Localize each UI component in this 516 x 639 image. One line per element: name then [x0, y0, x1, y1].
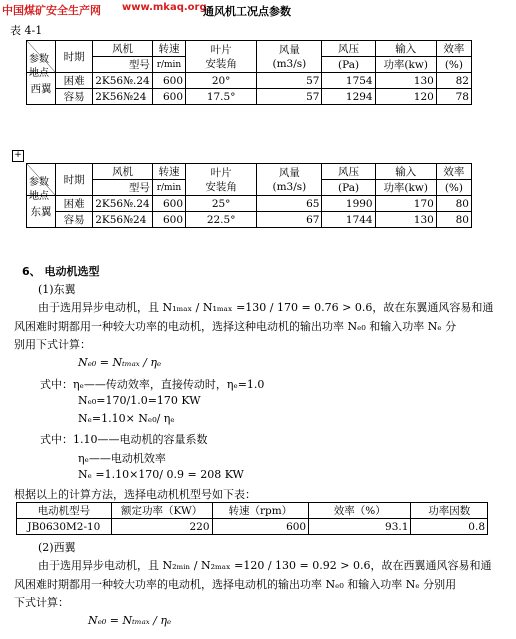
section-heading: 6、 电动机选型 — [22, 265, 100, 278]
table-row: 容易 2K56№24 600 22.5° 67 1744 130 80 — [27, 212, 472, 228]
where-1b: Nₑ₀=170/1.0=170 KW — [78, 394, 201, 407]
page-title: 通风机工况点参数 — [203, 5, 291, 18]
east-para-line2: 风困难时期都用一种较大功率的电动机，选择这种电动机的输出功率 Nₑ₀ 和输入功率 Nₑ 分 — [14, 320, 457, 333]
table-corner-cell: 参数 地点 — [27, 41, 56, 73]
parameters-table-east: 参数 地点 时期 风机 转速 叶片 安装角 风量 (m3/s) 风压 输入 效率 型号 r/min (Pa) 功率(kw) (%) 东翼 困难 2K56№.24 600 25° 65 1990 170 80 容易 2K56№24 600 22.5° 67 1744 130 80 — [26, 163, 472, 228]
site-url[interactable]: www.mkaq.org — [122, 2, 207, 13]
table-row: 东翼 困难 2K56№.24 600 25° 65 1990 170 80 — [27, 196, 472, 212]
parameters-table-west: 参数 地点 时期 风机 转速 叶片 安装角 风量 (m3/s) 风压 输入 效率 型号 r/min (Pa) 功率(kw) (%) 西翼 困难 2K56№.24 600 20° 57 1754 130 82 容易 2K56№24 600 17.5° 57 1294 120 78 — [26, 40, 472, 105]
table-row: 容易 2K56№24 600 17.5° 57 1294 120 78 — [27, 89, 472, 105]
west-label: (2)西翼 — [38, 541, 76, 554]
table-row: JB0630M2-10 220 600 93.1 0.8 — [17, 519, 488, 535]
west-para-line3: 下式计算： — [14, 596, 69, 609]
formula-2: Nₑ₀ = Nₜₘₐₓ / ηₑ — [88, 614, 172, 627]
formula-1: Nₑ₀ = Nₜₘₐₓ / ηₑ — [78, 356, 162, 369]
site-name: 中国煤矿安全生产网 — [2, 4, 101, 17]
east-para-line1: 由于选用异步电动机，且 N₁ₘₐₓ / N₁ₘₐₓ =130 / 170 = 0.76 > 0.6，故在东翼通风容易和通 — [38, 301, 494, 314]
table-row: 西翼 困难 2K56№.24 600 20° 57 1754 130 82 — [27, 73, 472, 89]
table-label: 表 4-1 — [10, 24, 43, 37]
where-2c: Nₑ =1.10×170/ 0.9 = 208 KW — [78, 468, 244, 481]
where-2b: ηₑ——电动机效率 — [78, 452, 166, 465]
east-para-line3: 别用下式计算： — [14, 338, 91, 351]
west-para-line1: 由于选用异步电动机，且 N₂ₘᵢₙ / N₂ₘₐₓ =120 / 130 = 0.92 > 0.6，故在西翼通风容易和通 — [38, 559, 492, 572]
where-2a: 式中：1.10——电动机的容量系数 — [40, 433, 208, 446]
west-para-line2: 风困难时期都用一种较大功率的电动机，选择电动机的输出功率 Nₑ₀ 和输入功率 Nₑ 分别用 — [14, 578, 457, 591]
motor-table: 电动机型号 额定功率（KW） 转速（rpm） 效率（%） 功率因数 JB0630M2-10 220 600 93.1 0.8 — [16, 502, 488, 535]
motor-intro: 根据以上的计算方法，选择电动机机型号如下表： — [14, 488, 256, 501]
table-move-handle-icon[interactable]: + — [12, 150, 24, 162]
east-label: (1)东翼 — [38, 283, 76, 296]
where-1a: 式中：ηₑ——传动效率，直接传动时，ηₑ=1.0 — [40, 378, 265, 391]
where-1c: Nₑ=1.10× Nₑ₀/ ηₑ — [78, 412, 175, 425]
table-corner-cell: 参数 地点 — [27, 164, 56, 196]
